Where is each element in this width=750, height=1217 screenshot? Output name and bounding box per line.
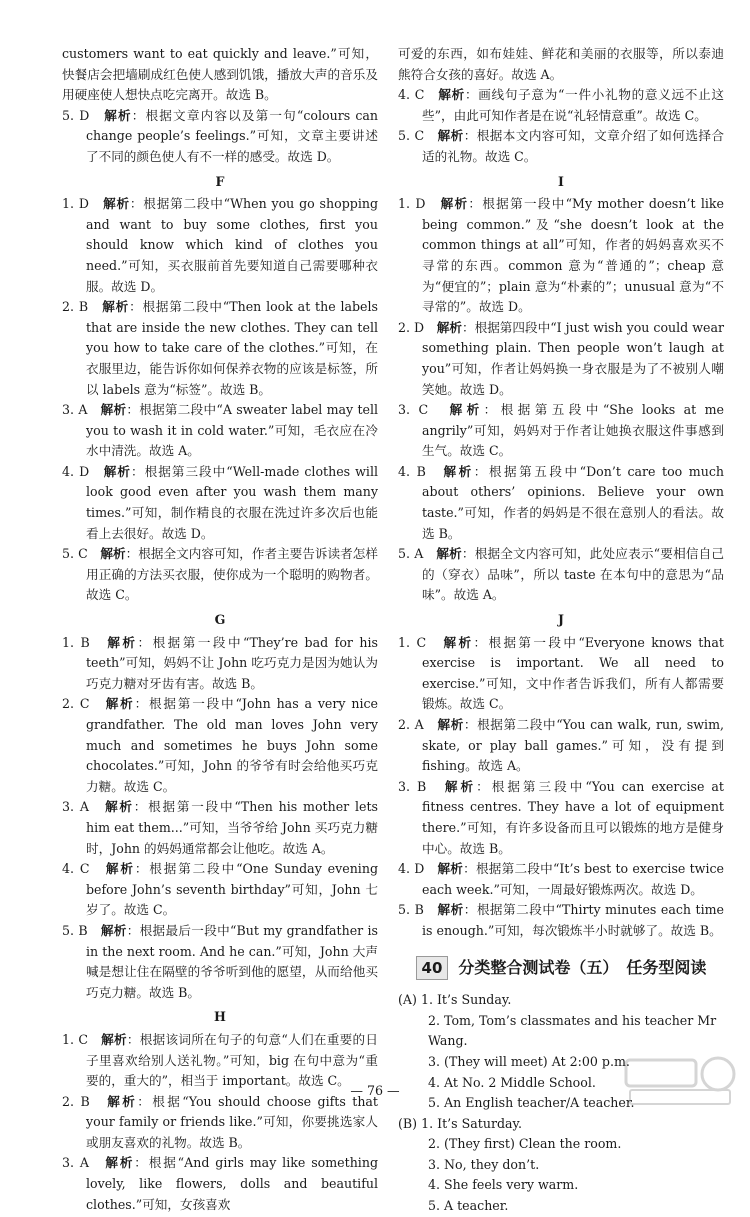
right-column bbox=[398, 44, 724, 1217]
answer-item: 4. C 解析：根据第二段中“One Sunday evening before John’s seventh birthday”可知，John 七岁了。故选 C。 bbox=[62, 861, 379, 918]
answer-item: 1. B 解析：根据第一段中“They’re bad for his teeth”可知，妈妈不让 John 吃巧克力是因为她认为巧克力糖对牙齿有害。故选 B。 bbox=[62, 634, 379, 691]
answer-item: 2. C 解析：根据第一段中“John has a very nice grandfather. The old man loves John very much and sometimes he buys John some chocolates.”可知，John 的爷爷有时会给他买巧克力糖。故选 C。 bbox=[62, 696, 378, 794]
answer-item: 4. D 解析：根据第二段中“It’s best to exercise twice each week.”可知，一周最好锻炼两次。故选 D。 bbox=[398, 861, 724, 897]
answer-item: 2. B 解析：根据“You should choose gifts that your family or friends like.”可知，你要挑选家人或朋友喜欢的礼物。故选 B。 bbox=[62, 1093, 378, 1150]
section-label-g: G bbox=[214, 612, 226, 628]
answer-item: 2. A 解析：根据第二段中“You can walk, run, swim, skate, or play ball games.”可知，没有提到 fishing。故选 A。 bbox=[398, 717, 725, 774]
answer-item: 2. B 解析：根据第二段中“Then look at the labels that are inside the new clothes. They can tell you how to take care of the clothes.”可知，在衣服里边，能告诉你如何保养衣物的应该是标签，所以 labels 意为“标签”。故选 B。 bbox=[62, 299, 379, 397]
answer-item: 3. A 解析：根据“And girls may like something lovely, like flowers, dolls and beautiful clothes.”可知，女孩喜欢 bbox=[62, 1155, 379, 1212]
answer-item: 3. C 解析：根据第五段中“She looks at me angrily”可知，妈妈对于作者让她换衣服这件事感到生气。故选 C。 bbox=[398, 402, 725, 459]
answer-item: 3. A 解析：根据第一段中“Then his mother lets him eat them...”可知，当爷爷给 John 买巧克力糖时，John 的妈妈通常都会让他吃。故选 A。 bbox=[62, 799, 378, 856]
answer-item: 2. D 解析：根据第四段中“I just wish you could wear something plain. Then people won’t laugh at you”可知，作者让妈妈换一身衣服是为了不被别人嘲笑她。故选 D。 bbox=[398, 319, 725, 397]
answer-item: 4. C 解析：画线句子意为“一件小礼物的意义远不止这些”，由此可知作者是在说“礼轻情意重”。故选 C。 bbox=[398, 87, 724, 123]
answer-block-a: (A) 1. It’s Sunday. 2. Tom, Tom’s classmates and his teacher Mr Wang. 3. (They will meet) At 2:00 p.m. 4. At No. 2 Middle School. 5. An English teacher/A teacher. bbox=[398, 992, 717, 1111]
answer-item: 5. C 解析：根据本文内容可知，文章介绍了如何选择合适的礼物。故选 C。 bbox=[398, 128, 724, 164]
continued-text: 可爱的东西，如布娃娃、鲜花和美丽的衣服等，所以泰迪熊符合女孩的喜好。故选 A。 bbox=[398, 46, 724, 82]
page-number: — 76 — bbox=[350, 1083, 400, 1098]
left-column bbox=[62, 44, 378, 1215]
watermark-logo-icon bbox=[620, 1052, 740, 1108]
section-number: 40 bbox=[416, 956, 449, 981]
section-heading bbox=[398, 956, 724, 981]
section-label-f: F bbox=[215, 173, 225, 189]
answer-item: 1. C 解析：根据第一段中“Everyone knows that exercise is important. We all need to exercise.”可知，文中作者告诉我们，所有人都需要锻炼。故选 C。 bbox=[398, 634, 724, 712]
answer-item: 3. A 解析：根据第二段中“A sweater label may tell you to wash it in cold water.”可知，毛衣应在冷水中清洗。故选 A。 bbox=[62, 402, 379, 459]
answer-item: 1. D 解析：根据第二段中“When you go shopping and want to buy some clothes, first you should know which kind of clothes you need.”可知，买衣服前首先要知道自己需要哪种衣服。故选 D。 bbox=[62, 196, 379, 294]
answer-item: 1. D 解析：根据第一段中“My mother doesn’t like being common.”及“she doesn’t look at the common things at all”可知，作者的妈妈喜欢买不寻常的东西。common 意为“普通的”；cheap 意为“便宜的”；plain 意为“朴素的”；unusual 意为“不寻常的”。故选 D。 bbox=[398, 196, 724, 315]
section-label-h: H bbox=[214, 1009, 226, 1025]
answer-item: 4. D 解析：根据第三段中“Well-made clothes will look good even after you wash them many times.”可知，制作精良的衣服在洗过许多次后也能看上去很好。故选 D。 bbox=[62, 463, 378, 541]
continued-text: customers want to eat quickly and leave.”可知，快餐店会把墙刷成红色使人感到饥饿，播放大声的音乐及用硬座使人想快点吃完离开。故选 B。 bbox=[62, 46, 378, 103]
section-label-j: J bbox=[558, 612, 564, 628]
answer-item: 1. C 解析：根据该词所在句子的句意“人们在重要的日子里喜欢给别人送礼物。”可知，big 在句中意为“重要的，重大的”，相当于 important。故选 C。 bbox=[62, 1031, 379, 1089]
section-label-i: I bbox=[558, 173, 564, 189]
answer-item: 5. C 解析：根据全文内容可知，作者主要告诉读者怎样用正确的方法买衣服，使你成为一个聪明的购物者。故选 C。 bbox=[62, 546, 379, 603]
answer-block-b: (B) 1. It’s Saturday. 2. (They first) Clean the room. 3. No, they don’t. 4. She feels very warm. 5. A teacher. bbox=[398, 1115, 622, 1214]
answer-item: 5. B 解析：根据第二段中“Thirty minutes each time is enough.”可知，每次锻炼半小时就够了。故选 B。 bbox=[398, 902, 725, 938]
answer-item: 5. A 解析：根据全文内容可知，此处应表示“要相信自己的（穿衣）品味”，所以 taste 在本句中的意思为“品味”。故选 A。 bbox=[398, 546, 725, 603]
answer-item: 5. B 解析：根据最后一段中“But my grandfather is in the next room. And he can.”可知，John 大声喊是想让住在隔壁的爷爷听到他的愿望，从而给他买巧克力糖。故选 B。 bbox=[62, 922, 379, 1000]
answer-item: 4. B 解析：根据第五段中“Don’t care too much about others’ opinions. Believe your own taste.”可知，作者的妈妈是不很在意别人的看法。故选 B。 bbox=[398, 463, 724, 541]
answer-item: 3. B 解析：根据第三段中“You can exercise at fitness centres. They have a lot of equipment there.”可知，有许多设备而且可以锻炼的地方是健身中心。故选 B。 bbox=[398, 778, 724, 856]
answer-item: 5. D 解析：根据文章内容以及第一句“colours can change people’s feelings.”可知，文章主要讲述了不同的颜色使人有不一样的感受。故选 D。 bbox=[62, 107, 379, 164]
section-title: 分类整合测试卷（五） 任务型阅读 bbox=[458, 957, 707, 977]
